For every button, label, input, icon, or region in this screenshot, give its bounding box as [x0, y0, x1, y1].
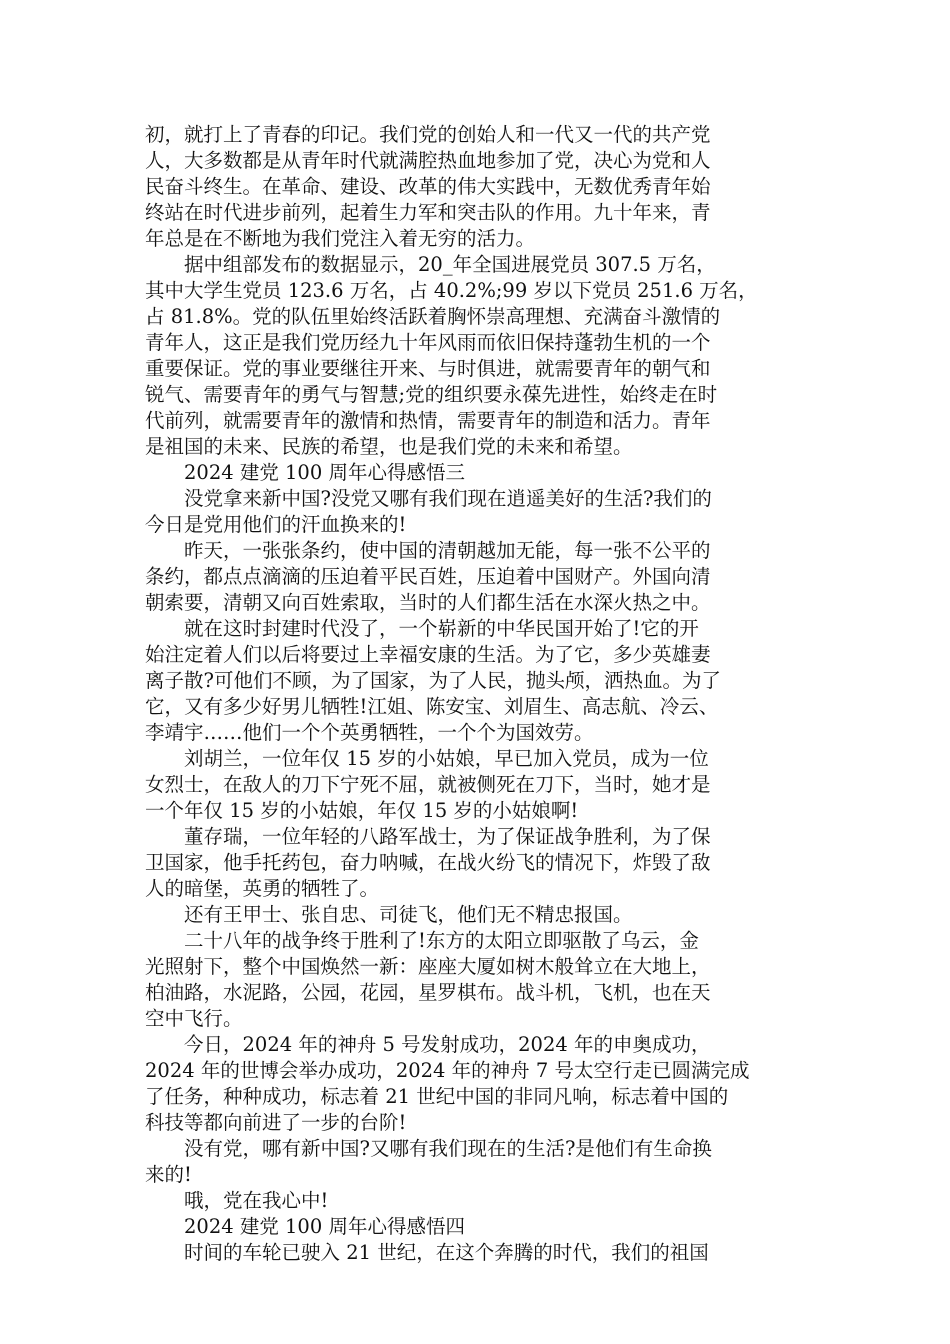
text-line: 光照射下，整个中国焕然一新：座座大厦如树木般耸立在大地上，	[145, 955, 711, 978]
text-line: 年总是在不断地为我们党注入着无穷的活力。	[145, 227, 536, 250]
text-line: 它，又有多少好男儿牺牲!江姐、陈安宝、刘眉生、高志航、冷云、	[145, 695, 719, 718]
text-line: 人的暗堡，英勇的牺牲了。	[145, 877, 380, 900]
text-line: 锐气、需要青年的勇气与智慧;党的组织要永葆先进性，始终走在时	[145, 383, 718, 406]
text-line: 昨天，一张张条约，使中国的清朝越加无能，每一张不公平的	[145, 539, 711, 562]
text-line: 空中飞行。	[145, 1007, 243, 1030]
text-line: 科技等都向前进了一步的台阶!	[145, 1111, 407, 1134]
text-line: 时间的车轮已驶入 21 世纪，在这个奔腾的时代，我们的祖国	[145, 1241, 709, 1264]
text-line: 2024 建党 100 周年心得感悟三	[145, 461, 465, 484]
text-line: 人，大多数都是从青年时代就满腔热血地参加了党，决心为党和人	[145, 149, 711, 172]
text-line: 卫国家，他手托药包，奋力呐喊，在战火纷飞的情况下，炸毁了敌	[145, 851, 711, 874]
text-line: 刘胡兰，一位年仅 15 岁的小姑娘，早已加入党员，成为一位	[145, 747, 709, 770]
text-line: 2024 年的世博会举办成功，2024 年的神舟 7 号太空行走已圆满完成	[145, 1059, 750, 1082]
text-line: 今日是党用他们的汗血换来的!	[145, 513, 407, 536]
text-line: 代前列，就需要青年的激情和热情，需要青年的制造和活力。青年	[145, 409, 711, 432]
text-line: 其中大学生党员 123.6 万名，占 40.2%;99 岁以下党员 251.6 万名，	[145, 279, 758, 302]
text-line: 重要保证。党的事业要继往开来、与时俱进，就需要青年的朝气和	[145, 357, 711, 380]
text-line: 李靖宇……他们一个个英勇牺牲，一个个为国效劳。	[145, 721, 594, 744]
text-line: 还有王甲士、张自忠、司徒飞，他们无不精忠报国。	[145, 903, 633, 926]
text-line: 董存瑞，一位年轻的八路军战士，为了保证战争胜利，为了保	[145, 825, 711, 848]
text-line: 离子散?可他们不顾，为了国家，为了人民，抛头颅，洒热血。为了	[145, 669, 721, 692]
text-line: 就在这时封建时代没了，一个崭新的中华民国开始了!它的开	[145, 617, 699, 640]
text-line: 始注定着人们以后将要过上幸福安康的生活。为了它，多少英雄妻	[145, 643, 711, 666]
text-line: 是祖国的未来、民族的希望，也是我们党的未来和希望。	[145, 435, 633, 458]
text-line: 初，就打上了青春的印记。我们党的创始人和一代又一代的共产党	[145, 123, 711, 146]
text-line: 二十八年的战争终于胜利了!东方的太阳立即驱散了乌云，金	[145, 929, 699, 952]
text-line: 朝索要，清朝又向百姓索取，当时的人们都生活在水深火热之中。	[145, 591, 711, 614]
document-body-text	[145, 122, 810, 1266]
text-line: 女烈士，在敌人的刀下宁死不屈，就被侧死在刀下，当时，她才是	[145, 773, 711, 796]
text-line: 没党拿来新中国?没党又哪有我们现在逍遥美好的生活?我们的	[145, 487, 712, 510]
text-line: 柏油路，水泥路，公园，花园，星罗棋布。战斗机，飞机，也在天	[145, 981, 711, 1004]
text-line: 2024 建党 100 周年心得感悟四	[145, 1215, 465, 1238]
text-line: 没有党，哪有新中国?又哪有我们现在的生活?是他们有生命换	[145, 1137, 712, 1160]
text-line: 一个年仅 15 岁的小姑娘，年仅 15 岁的小姑娘啊!	[145, 799, 579, 822]
text-line: 民奋斗终生。在革命、建设、改革的伟大实践中，无数优秀青年始	[145, 175, 711, 198]
text-line: 来的!	[145, 1163, 192, 1186]
text-line: 青年人，这正是我们党历经九十年风雨而依旧保持蓬勃生机的一个	[145, 331, 711, 354]
text-line: 条约，都点点滴滴的压迫着平民百姓，压迫着中国财产。外国向清	[145, 565, 711, 588]
text-line: 终站在时代进步前列，起着生力军和突击队的作用。九十年来，青	[145, 201, 711, 224]
text-line: 今日，2024 年的神舟 5 号发射成功，2024 年的申奥成功，	[145, 1033, 711, 1056]
text-line: 了任务，种种成功，标志着 21 世纪中国的非同凡响，标志着中国的	[145, 1085, 729, 1108]
text-line: 占 81.8%。党的队伍里始终活跃着胸怀崇高理想、充满奋斗激情的	[145, 305, 721, 328]
text-line: 哦，党在我心中!	[145, 1189, 329, 1212]
text-line: 据中组部发布的数据显示，20_年全国进展党员 307.5 万名，	[145, 253, 716, 276]
